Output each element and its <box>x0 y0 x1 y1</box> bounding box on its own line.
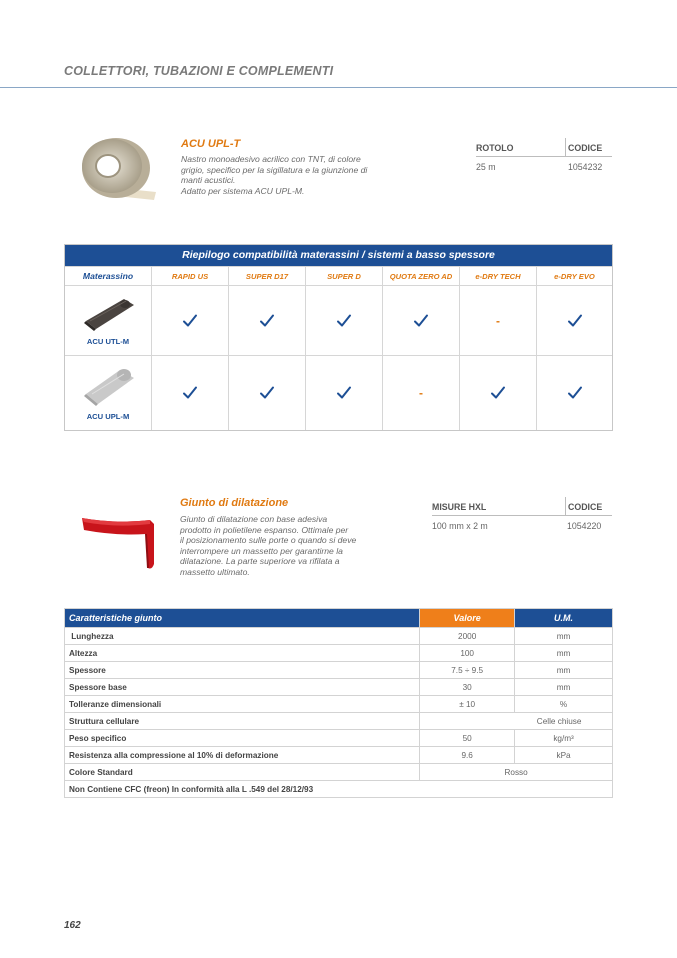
description-line: Nastro monoadesivo acrilico con TNT, di colore <box>181 154 361 164</box>
characteristic-value: 2000 <box>420 628 515 645</box>
table-row <box>65 628 613 645</box>
materassino-name: ACU UPL-M <box>86 411 130 421</box>
check-icon <box>336 313 352 329</box>
spec-header-misure: MISURE HXL <box>432 502 487 512</box>
characteristic-unit: kg/m³ <box>515 730 613 747</box>
incompatible-dash: - <box>496 313 500 328</box>
compat-cell <box>228 356 305 430</box>
characteristics-header-row <box>65 609 613 628</box>
characteristic-value: ± 10 <box>420 696 515 713</box>
characteristic-label: Altezza <box>65 645 420 662</box>
unit-header: U.M. <box>515 609 613 628</box>
check-icon <box>490 385 506 401</box>
check-icon <box>567 385 583 401</box>
materassino-cell <box>65 356 151 430</box>
description-line: Giunto di dilatazione con base adesiva <box>180 514 328 524</box>
value-header: Valore <box>420 609 515 628</box>
description-line: prodotto in polietilene espanso. Ottimale per <box>180 524 349 535</box>
check-icon <box>182 385 198 401</box>
compat-cell <box>536 356 612 430</box>
section-title: COLLETTORI, TUBAZIONI E COMPLEMENTI <box>64 64 334 78</box>
table-row <box>65 679 613 696</box>
table-row <box>65 730 613 747</box>
characteristic-value: 7.5 ÷ 9.5 <box>420 662 515 679</box>
table-row <box>65 781 613 798</box>
spec-value-codice: 1054220 <box>567 521 602 531</box>
table-footer-note: Non Contiene CFC (freon) In conformità alla L .549 del 28/12/93 <box>65 781 613 798</box>
check-icon <box>259 313 275 329</box>
compat-cell <box>536 286 612 355</box>
system-header: SUPER D <box>305 267 382 285</box>
description-line: il posizionamento sulle porte o quando si deve <box>180 535 357 545</box>
characteristic-value: 100 <box>420 645 515 662</box>
compatibility-table <box>64 244 613 431</box>
spec-value-rotolo: 25 m <box>476 162 496 172</box>
characteristic-unit: kPa <box>515 747 613 764</box>
dark-mat-roll-image <box>80 295 136 333</box>
characteristic-label: Lunghezza <box>65 628 420 645</box>
compat-cell <box>382 356 459 430</box>
characteristic-value: Rosso <box>420 764 613 781</box>
characteristic-label: Peso specifico <box>65 730 420 747</box>
system-header: QUOTA ZERO AD <box>382 267 459 285</box>
characteristic-unit: mm <box>515 662 613 679</box>
characteristic-label: Spessore base <box>65 679 420 696</box>
compat-cell <box>305 286 382 355</box>
characteristic-label: Resistenza alla compressione al 10% di deformazione <box>65 747 420 764</box>
description-line: manti acustici. <box>181 175 236 185</box>
characteristic-value: Celle chiuse <box>420 713 613 730</box>
spec-header-rotolo: ROTOLO <box>476 143 514 153</box>
check-icon <box>413 313 429 329</box>
compatibility-row <box>65 285 612 355</box>
description-line: massetto ultimato. <box>180 566 250 577</box>
compat-cell <box>151 286 228 355</box>
materassino-cell <box>65 286 151 355</box>
characteristic-value: 9.6 <box>420 747 515 764</box>
characteristic-label: Struttura cellulare <box>65 713 420 730</box>
product-description <box>180 514 420 577</box>
characteristic-label: Colore Standard <box>65 764 420 781</box>
header-divider <box>0 87 677 88</box>
check-icon <box>567 313 583 329</box>
table-row <box>65 662 613 679</box>
expansion-joint-image <box>76 512 158 572</box>
product-name: Giunto di dilatazione <box>180 497 289 509</box>
spec-value-codice: 1054232 <box>568 162 603 172</box>
table-row <box>65 747 613 764</box>
characteristic-unit: mm <box>515 679 613 696</box>
description-line: Adatto per sistema ACU UPL-M. <box>181 185 305 196</box>
characteristic-unit: mm <box>515 628 613 645</box>
characteristics-table <box>64 608 613 798</box>
spec-header-codice: CODICE <box>568 143 603 153</box>
system-header: SUPER D17 <box>228 267 305 285</box>
materassino-header: Materassino <box>82 271 134 281</box>
characteristic-value: 30 <box>420 679 515 696</box>
system-header: e-DRY EVO <box>536 267 612 285</box>
compatibility-title: Riepilogo compatibilità materassini / sistemi a basso spessore <box>65 245 612 266</box>
characteristic-unit: mm <box>515 645 613 662</box>
check-icon <box>182 313 198 329</box>
spec-divider-vertical <box>565 497 566 515</box>
product-description <box>181 154 426 196</box>
spec-divider-vertical <box>565 138 566 156</box>
product-name: ACU UPL-T <box>181 138 241 150</box>
description-line: grigio, specifico per la sigillatura e la giunzione di <box>181 164 368 175</box>
characteristic-unit: % <box>515 696 613 713</box>
grey-mat-roll-image <box>80 366 136 408</box>
compatibility-row <box>65 355 612 430</box>
characteristics-header: Caratteristiche giunto <box>65 609 420 628</box>
compatibility-header-row <box>65 266 612 285</box>
system-header: RAPID US <box>151 267 228 285</box>
check-icon <box>336 385 352 401</box>
page-number: 162 <box>64 920 81 931</box>
table-row <box>65 764 613 781</box>
spec-header-codice: CODICE <box>568 502 603 512</box>
spec-divider <box>476 156 612 157</box>
compat-cell <box>459 286 536 355</box>
check-icon <box>259 385 275 401</box>
table-row <box>65 696 613 713</box>
description-line: interrompere un massetto per garantirne la <box>180 545 343 556</box>
spec-value-misure: 100 mm x 2 m <box>432 521 488 531</box>
system-header: e-DRY TECH <box>459 267 536 285</box>
materassino-name: ACU UTL-M <box>86 337 130 346</box>
table-row <box>65 713 613 730</box>
compat-cell <box>382 286 459 355</box>
spec-divider <box>432 515 612 516</box>
characteristic-label: Tolleranze dimensionali <box>65 696 420 713</box>
incompatible-dash: - <box>419 386 423 400</box>
tape-roll-image <box>78 130 158 206</box>
compat-cell <box>228 286 305 355</box>
compat-cell <box>305 356 382 430</box>
characteristic-value: 50 <box>420 730 515 747</box>
characteristic-label: Spessore <box>65 662 420 679</box>
compat-cell <box>151 356 228 430</box>
compat-cell <box>459 356 536 430</box>
table-row <box>65 645 613 662</box>
description-line: dilatazione. La parte superiore va rifilata a <box>180 556 340 566</box>
